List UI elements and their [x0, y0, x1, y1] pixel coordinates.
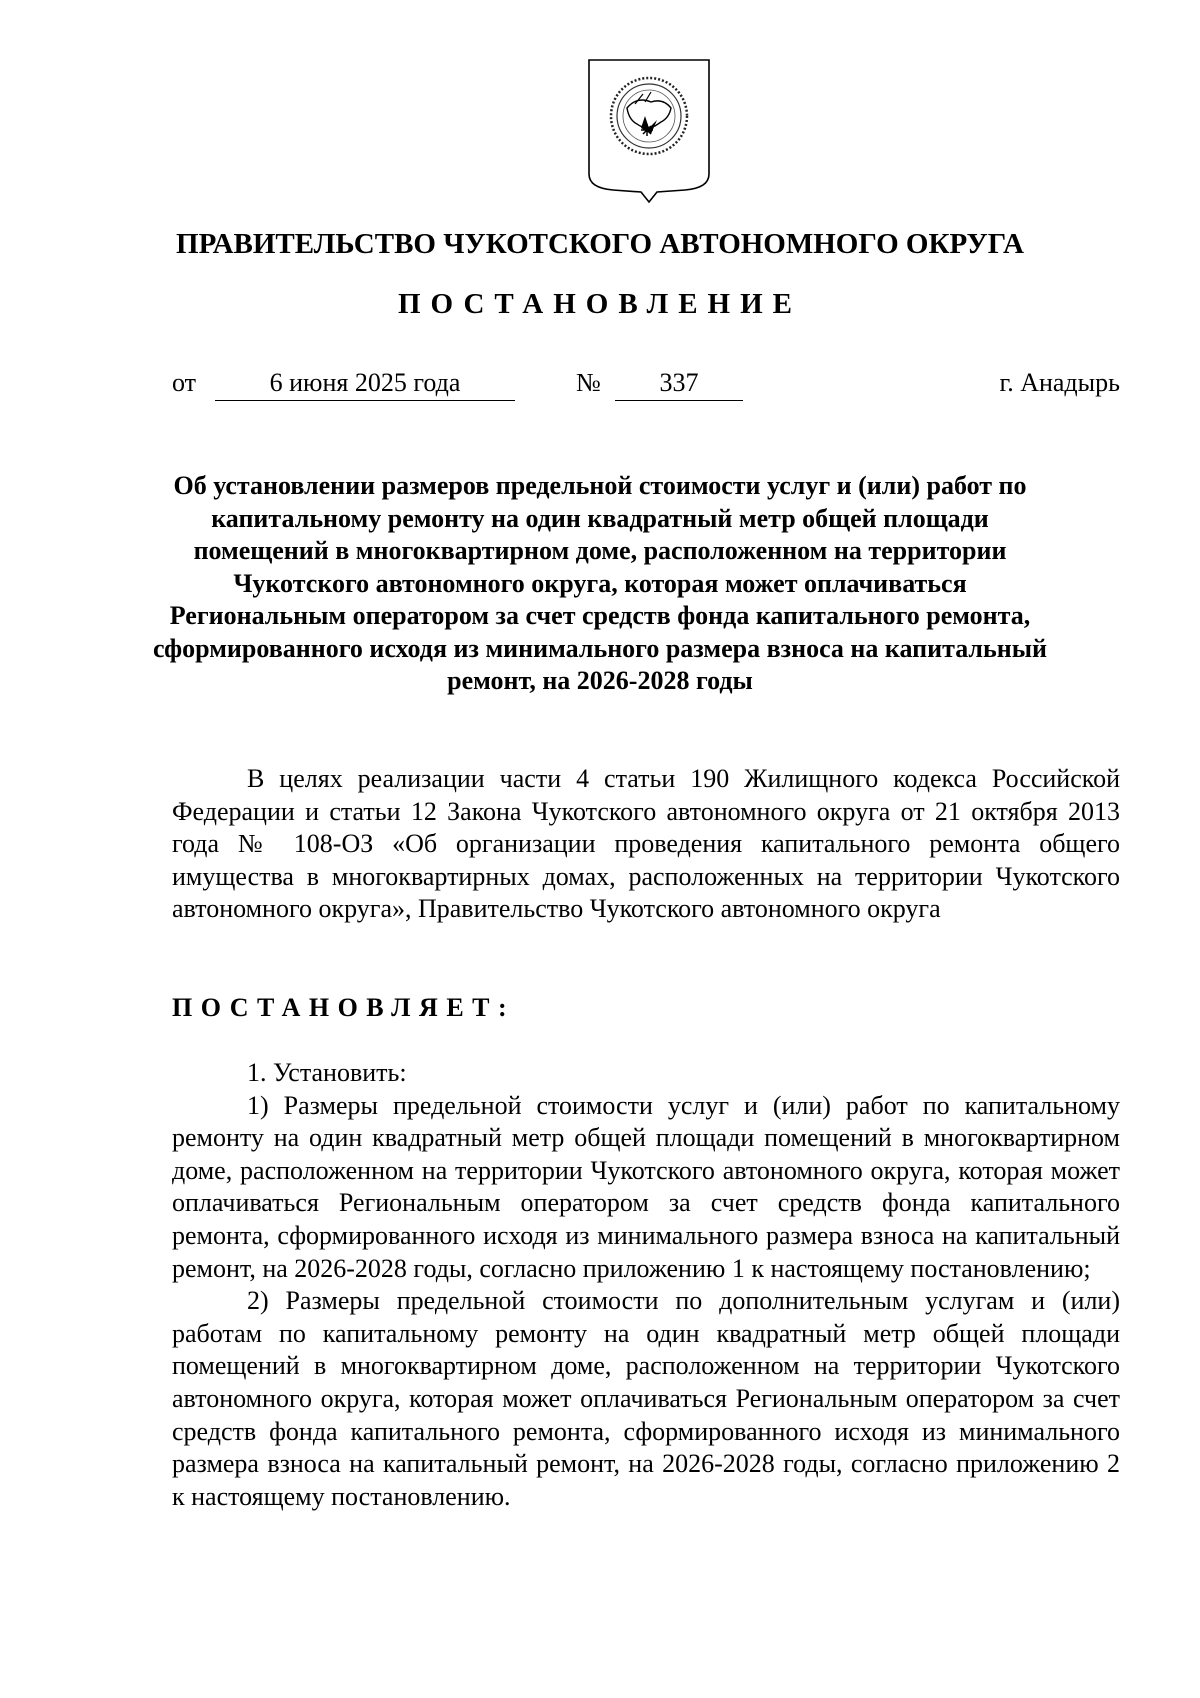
government-title: ПРАВИТЕЛЬСТВО ЧУКОТСКОГО АВТОНОМНОГО ОКРУГА [176, 228, 1024, 260]
date-prefix-label: от [172, 368, 197, 397]
chukotka-coat-of-arms-icon [585, 56, 713, 206]
number-sign-label: № [576, 368, 601, 397]
decree-heading: ПОСТАНОВЛЯЕТ: [172, 993, 516, 1022]
subitem-2: 2) Размеры предельной стоимости по дополнительным услугам и (или) работам по капитальному ремонту на один квадратный метр общей площади помещений в многоквартирном доме, расположенном на территории Чукотского автономного округа, которая может оплачиваться Региональным оператором за счет средств фонда капитального ремонта, сформированного исходя из минимального размера взноса на капитальный ремонт, на 2026-2028 годы, согласно приложению 2 к настоящему постановлению. [172, 1286, 1120, 1511]
document-meta-row [172, 368, 1120, 408]
decree-items [172, 1057, 1120, 1513]
document-subject-title: Об установлении размеров предельной стоимости услуг и (или) работ по капитальному ремонту на один квадратный метр общей площади помещений в многоквартирном доме, расположенном на территории Чукотского автономного округа, которая может оплачиваться Региональным оператором за счет средств фонда капитального ремонта, сформированного исходя из минимального размера взноса на капитальный ремонт, на 2026-2028 годы [152, 471, 1048, 695]
document-type-title: ПОСТАНОВЛЕНИЕ [397, 288, 802, 320]
document-date: 6 июня 2025 года [215, 368, 515, 401]
document-number: 337 [615, 368, 743, 401]
subitem-1: 1) Размеры предельной стоимости услуг и (или) работ по капитальному ремонту на один квадратный метр общей площади помещений в многоквартирном доме, расположенном на территории Чукотского автономного округа, которая может оплачиваться Региональным оператором за счет средств фонда капитального ремонта, сформированного исходя из минимального размера взноса на капитальный ремонт, на 2026-2028 годы, согласно приложению 1 к настоящему постановлению; [172, 1090, 1120, 1283]
preamble-paragraph: В целях реализации части 4 статьи 190 Жилищного кодекса Российской Федерации и статьи 12 Закона Чукотского автономного округа от 21 октября 2013 года № 108-ОЗ «Об организации проведения капитального ремонта общего имущества в многоквартирных домах, расположенных на территории Чукотского автономного округа», Правительство Чукотского автономного округа [172, 764, 1120, 924]
coat-of-arms-emblem [585, 56, 713, 206]
document-city: г. Анадырь [999, 368, 1120, 397]
item-1: 1. Установить: [247, 1058, 407, 1087]
